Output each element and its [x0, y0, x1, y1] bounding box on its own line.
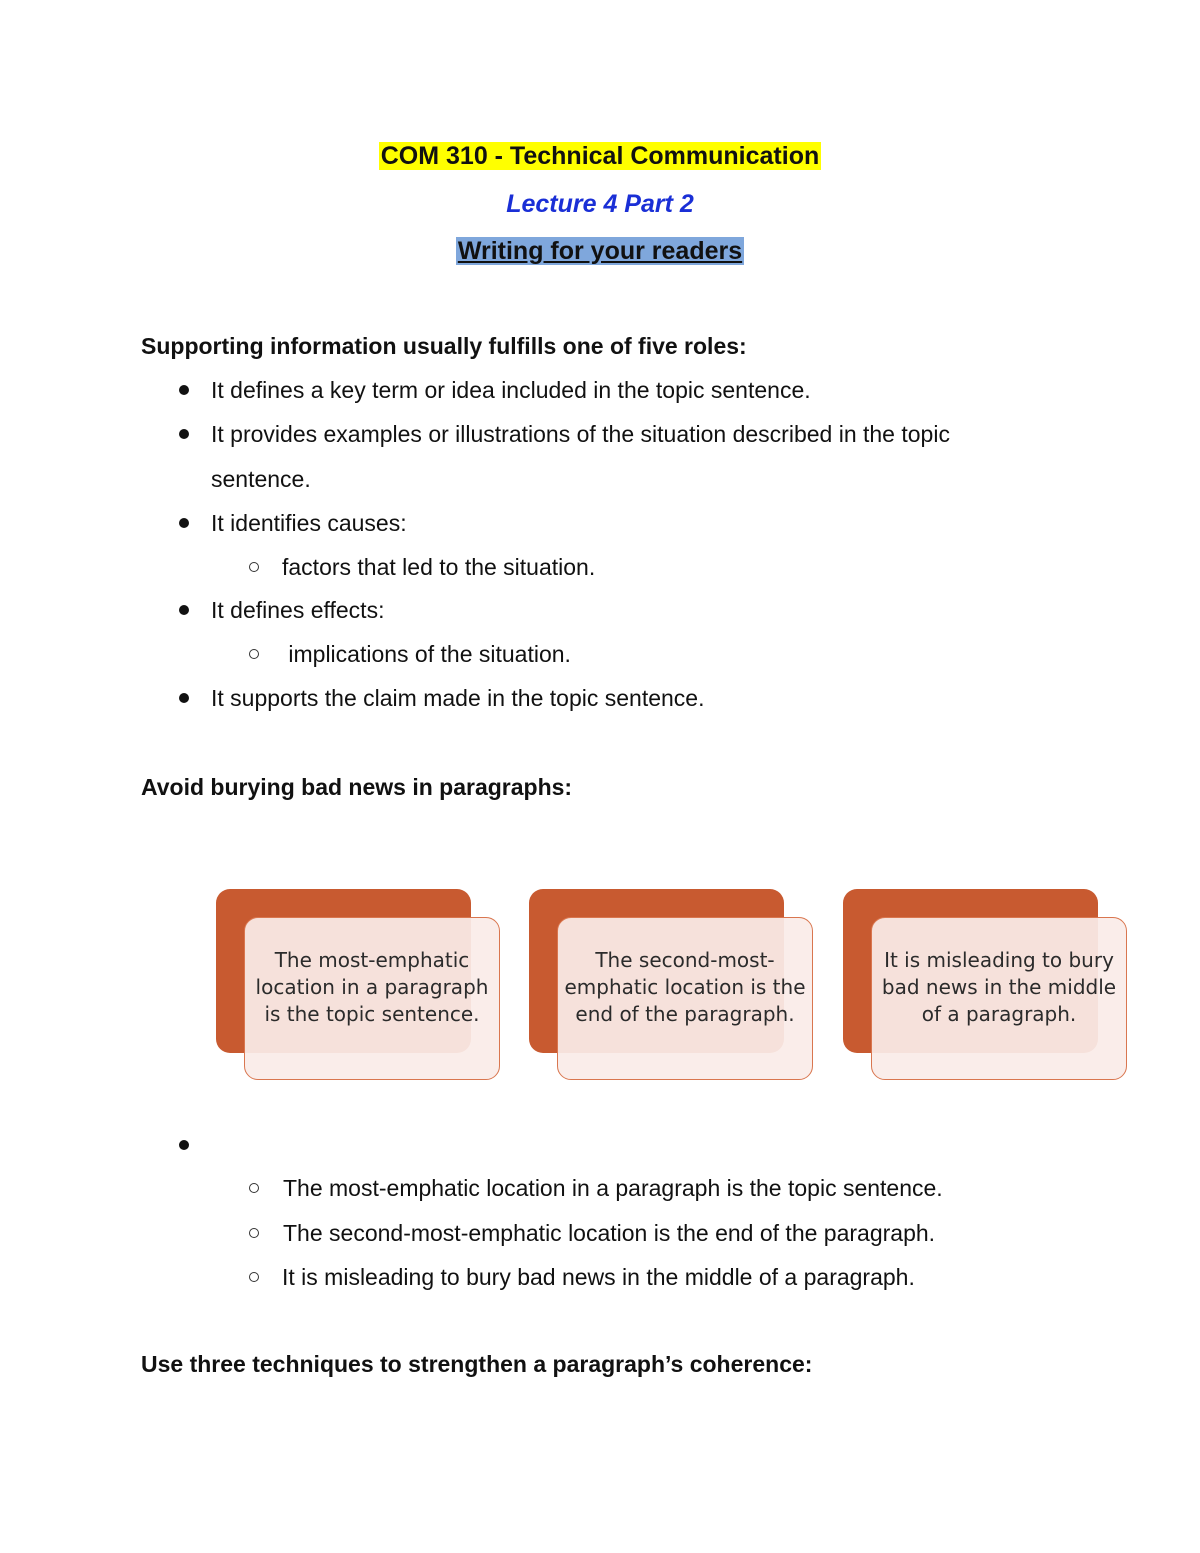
list-item: It defines effects: — [211, 597, 385, 623]
bad-news-heading: Avoid burying bad news in paragraphs: — [141, 774, 573, 800]
bullet-icon — [179, 429, 189, 439]
list-item: It defines a key term or idea included in the topic sentence. — [211, 377, 811, 403]
circle-bullet-icon — [249, 562, 259, 572]
circle-bullet-icon — [249, 1183, 259, 1193]
card-text: The most-emphatic location in a paragraph is the topic sentence. — [244, 917, 500, 1080]
list-item: It identifies causes: — [211, 510, 407, 536]
coherence-heading: Use three techniques to strengthen a paragraph’s coherence: — [141, 1351, 813, 1377]
card-text: The second-most-emphatic location is the end of the paragraph. — [557, 917, 813, 1080]
list-item: It provides examples or illustrations of the situation described in the topic — [211, 421, 950, 447]
sub-list-item: The second-most-emphatic location is the end of the paragraph. — [283, 1220, 936, 1246]
bullet-icon — [179, 605, 189, 615]
lecture-title: Lecture 4 Part 2 — [506, 190, 694, 218]
list-item-continuation: sentence. — [211, 466, 311, 492]
circle-bullet-icon — [249, 649, 259, 659]
circle-bullet-icon — [249, 1228, 259, 1238]
card-text: It is misleading to bury bad news in the middle of a paragraph. — [871, 917, 1127, 1080]
bullet-icon — [179, 518, 189, 528]
circle-bullet-icon — [249, 1272, 259, 1282]
diagram-card — [214, 886, 502, 1082]
bullet-icon — [179, 693, 189, 703]
list-item: It supports the claim made in the topic sentence. — [211, 685, 705, 711]
topic-title-text: Writing for your readers — [457, 237, 743, 265]
sub-list-item: The most-emphatic location in a paragraph is the topic sentence. — [283, 1175, 943, 1201]
emphasis-diagram — [214, 886, 1130, 1084]
bullet-icon — [179, 385, 189, 395]
bullet-icon — [179, 1140, 189, 1150]
sub-list-item: implications of the situation. — [282, 641, 571, 667]
course-title — [0, 140, 1200, 172]
topic-title — [0, 235, 1200, 267]
course-title-text: COM 310 - Technical Communication — [380, 142, 820, 170]
diagram-card — [527, 886, 815, 1082]
diagram-card — [841, 886, 1129, 1082]
supporting-heading: Supporting information usually fulfills one of five roles: — [141, 333, 747, 359]
sub-list-item: factors that led to the situation. — [282, 554, 596, 580]
sub-list-item: It is misleading to bury bad news in the middle of a paragraph. — [282, 1264, 915, 1290]
